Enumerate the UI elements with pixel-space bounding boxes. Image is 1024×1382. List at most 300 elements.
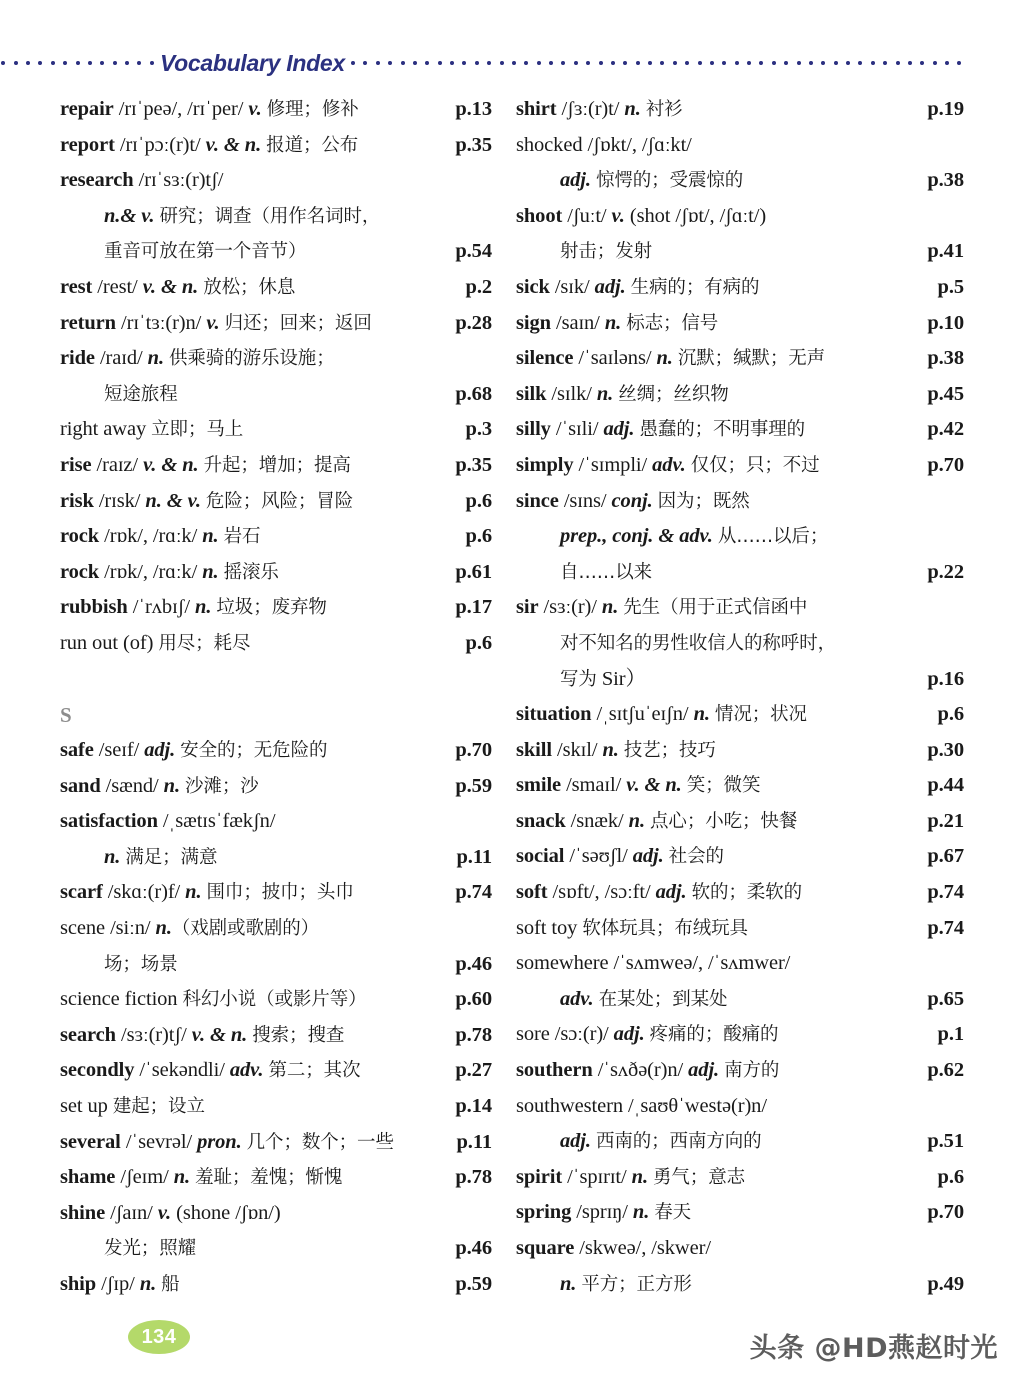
page-reference: p.6 xyxy=(937,1165,964,1188)
page-title: Vocabulary Index xyxy=(160,49,345,76)
entry-text: silence /ˈsaɪləns/ n. 沉默；缄默；无声 xyxy=(516,347,826,370)
headword: secondly xyxy=(60,1059,135,1082)
headword: safe xyxy=(60,739,94,762)
vocabulary-entry xyxy=(60,1160,492,1196)
header-dot xyxy=(401,61,405,65)
vocabulary-entry xyxy=(516,92,964,128)
entry-text: rock /rɒk/, /rɑːk/ n. 摇滚乐 xyxy=(60,560,279,583)
entry-continuation-line xyxy=(516,1124,964,1160)
headword: rock xyxy=(60,560,100,583)
header-dot xyxy=(797,61,801,65)
vocabulary-entry xyxy=(516,199,964,235)
header-dot xyxy=(747,61,751,65)
page-reference: p.19 xyxy=(927,98,964,120)
header-dot xyxy=(660,61,664,65)
entry-text: n. 满足；满意 xyxy=(104,845,218,868)
headword: southern xyxy=(516,1059,593,1082)
entry-text: square /skweə/, /skwer/ xyxy=(516,1237,711,1259)
right-column xyxy=(516,92,964,1302)
header-dot xyxy=(450,61,454,65)
header-dot xyxy=(113,61,117,65)
vocabulary-entry xyxy=(516,448,964,484)
header-dot xyxy=(685,61,689,65)
vocabulary-entry xyxy=(516,128,964,164)
entry-text: sand /sænd/ n. 沙滩；沙 xyxy=(60,774,259,797)
page-reference: p.65 xyxy=(927,987,964,1010)
entry-text: soft toy 软体玩具；布绒玩具 xyxy=(516,916,748,939)
header-dot xyxy=(26,61,30,65)
page-reference: p.74 xyxy=(455,881,492,904)
header-dot xyxy=(772,61,776,65)
entry-text: rise /raɪz/ v. & n. 升起；增加；提高 xyxy=(60,453,351,476)
page-reference: p.6 xyxy=(937,703,964,726)
headword: rest xyxy=(60,275,93,298)
entry-text: spirit /ˈspɪrɪt/ n. 勇气；意志 xyxy=(516,1165,746,1188)
header-dot xyxy=(636,61,640,65)
entry-text: 发光；照耀 xyxy=(104,1238,197,1260)
vocabulary-entry xyxy=(516,733,964,769)
page-reference: p.46 xyxy=(455,1237,492,1260)
page-reference: p.10 xyxy=(927,311,964,334)
header-dot xyxy=(933,61,937,65)
header-dot xyxy=(945,61,949,65)
entry-text: several /ˈsevrəl/ pron. 几个；数个；一些 xyxy=(60,1130,394,1153)
column-spacer xyxy=(60,662,492,680)
headword: science xyxy=(60,988,120,1011)
entry-text: n.& v. 研究；调查（用作名词时， xyxy=(104,204,381,227)
header-dot xyxy=(561,61,565,65)
header-dot xyxy=(376,61,380,65)
vocabulary-entry xyxy=(516,377,964,413)
entry-text: science fiction 科幻小说（或影片等） xyxy=(60,988,367,1011)
entry-text: ride /raɪd/ n. 供乘骑的游乐设施； xyxy=(60,347,335,370)
vocabulary-entry xyxy=(516,911,964,947)
page-reference: p.6 xyxy=(465,525,492,548)
entry-text: 短途旅程 xyxy=(104,383,178,405)
header-dot xyxy=(363,61,367,65)
entry-text: satisfaction /ˌsætɪsˈfækʃn/ xyxy=(60,810,276,833)
headword: shirt xyxy=(516,98,557,120)
headword: risk xyxy=(60,489,94,512)
vocabulary-entry xyxy=(60,484,492,520)
vocabulary-entry xyxy=(516,1195,964,1231)
vocabulary-entry xyxy=(60,1089,492,1125)
vocabulary-entry xyxy=(516,484,964,520)
headword: situation xyxy=(516,703,592,726)
entry-text: adj. 惊愕的；受震惊的 xyxy=(560,169,744,192)
page-reference: p.54 xyxy=(455,240,492,263)
header-dot xyxy=(51,61,55,65)
header-dot xyxy=(871,61,875,65)
entry-text: simply /ˈsɪmpli/ adv. 仅仅；只；不过 xyxy=(516,453,820,476)
entry-text: snack /snæk/ n. 点心；小吃；快餐 xyxy=(516,809,798,832)
vocabulary-entry xyxy=(60,875,492,911)
header-dot xyxy=(88,61,92,65)
headword: silly xyxy=(516,418,551,441)
headword: social xyxy=(516,845,565,868)
page-reference: p.6 xyxy=(465,631,492,654)
headword: rise xyxy=(60,453,92,476)
header-dot xyxy=(475,61,479,65)
entry-text: repair /rɪˈpeə/, /rɪˈper/ v. 修理；修补 xyxy=(60,98,359,120)
entry-text: somewhere /ˈsʌmweə/, /ˈsʌmwer/ xyxy=(516,952,791,975)
entry-text: silly /ˈsɪli/ adj. 愚蠢的；不明事理的 xyxy=(516,418,806,441)
headword: since xyxy=(516,489,559,512)
header-dot xyxy=(722,61,726,65)
headword: set xyxy=(60,1095,83,1118)
vocabulary-entry xyxy=(516,1160,964,1196)
page-reference: p.45 xyxy=(927,382,964,405)
header-dot xyxy=(351,61,355,65)
vocabulary-entry xyxy=(60,519,492,555)
entry-text: scene /siːn/ n.（戏剧或歌剧的） xyxy=(60,917,320,940)
section-letter-heading: S xyxy=(60,702,72,727)
header-dot xyxy=(648,61,652,65)
header-dot xyxy=(524,61,528,65)
header-dot xyxy=(896,61,900,65)
headword: soft xyxy=(516,881,548,904)
vocabulary-entry xyxy=(516,768,964,804)
headword: ship xyxy=(60,1273,97,1295)
entry-continuation-line xyxy=(516,234,964,270)
header-dot xyxy=(710,61,714,65)
vocabulary-entry xyxy=(516,697,964,733)
vocabulary-entry xyxy=(60,1053,492,1089)
entry-continuation-line xyxy=(60,1231,492,1267)
entry-text: right away 立即；马上 xyxy=(60,418,244,441)
entry-continuation-line xyxy=(60,377,492,413)
entry-text: smile /smaɪl/ v. & n. 笑；微笑 xyxy=(516,774,761,797)
header-dot xyxy=(137,61,141,65)
page-reference: p.38 xyxy=(927,347,964,370)
headword: shame xyxy=(60,1166,116,1189)
page-reference: p.27 xyxy=(455,1059,492,1082)
vocabulary-entry xyxy=(516,341,964,377)
entry-text: search /sɜː(r)tʃ/ v. & n. 搜索；搜查 xyxy=(60,1023,345,1046)
entry-text: run out (of) 用尽；耗尽 xyxy=(60,631,251,654)
page-reference: p.61 xyxy=(455,560,492,583)
entry-text: rest /rest/ v. & n. 放松；休息 xyxy=(60,275,296,298)
page-reference: p.13 xyxy=(455,98,492,120)
page-reference: p.30 xyxy=(927,738,964,761)
header-dot xyxy=(698,61,702,65)
header-dot xyxy=(425,61,429,65)
page-reference: p.14 xyxy=(455,1095,492,1118)
entry-text: return /rɪˈtɜː(r)n/ v. 归还；回来；返回 xyxy=(60,311,372,334)
header-dot xyxy=(611,61,615,65)
entry-text: 写为 Sir） xyxy=(560,667,646,690)
header-dots-left xyxy=(0,48,158,78)
headword: repair xyxy=(60,98,114,120)
page-reference: p.41 xyxy=(927,240,964,263)
page-reference: p.70 xyxy=(455,739,492,762)
headword: scarf xyxy=(60,881,103,904)
headword: report xyxy=(60,133,115,156)
page-reference: p.42 xyxy=(927,418,964,441)
vocabulary-entry xyxy=(516,412,964,448)
watermark: 头条 @HD燕赵时光 xyxy=(749,1333,998,1364)
page-reference: p.74 xyxy=(927,881,964,904)
entry-text: adv. 在某处；到某处 xyxy=(560,987,728,1010)
page-reference: p.17 xyxy=(455,596,492,619)
headword: run xyxy=(60,631,88,654)
entry-text: skill /skɪl/ n. 技艺；技巧 xyxy=(516,738,716,761)
entry-text: adj. 西南的；西南方向的 xyxy=(560,1130,762,1153)
vocabulary-entry xyxy=(60,769,492,805)
header-dot xyxy=(908,61,912,65)
header-dot xyxy=(512,61,516,65)
header-dot xyxy=(100,61,104,65)
headword: square xyxy=(516,1237,575,1259)
headword: ride xyxy=(60,347,95,370)
header-dot xyxy=(846,61,850,65)
page-reference: p.74 xyxy=(927,916,964,939)
vocabulary-entry xyxy=(60,1196,492,1232)
entry-text: shirt /ʃɜː(r)t/ n. 衬衫 xyxy=(516,98,683,120)
entry-text: shocked /ʃɒkt/, /ʃɑːkt/ xyxy=(516,133,692,156)
header-dot xyxy=(125,61,129,65)
page-reference: p.35 xyxy=(455,453,492,476)
headword: rock xyxy=(60,525,100,548)
entry-text: risk /rɪsk/ n. & v. 危险；风险；冒险 xyxy=(60,489,354,512)
headword: smile xyxy=(516,774,562,797)
header-dot xyxy=(735,61,739,65)
entry-continuation-line xyxy=(516,163,964,199)
entry-continuation-line xyxy=(516,626,964,662)
vocabulary-entry xyxy=(60,1125,492,1161)
entry-continuation-line xyxy=(516,1267,964,1303)
header-dot xyxy=(759,61,763,65)
header-dot xyxy=(809,61,813,65)
page-reference: p.6 xyxy=(465,489,492,512)
entry-text: shine /ʃaɪn/ v. (shone /ʃɒn/) xyxy=(60,1201,281,1224)
header-dots-right xyxy=(347,48,1024,78)
vocabulary-entry xyxy=(516,839,964,875)
entry-text: since /sɪns/ conj. 因为；既然 xyxy=(516,489,750,512)
headword: sign xyxy=(516,311,551,334)
vocabulary-entry xyxy=(516,946,964,982)
entry-text: sore /sɔː(r)/ adj. 疼痛的；酸痛的 xyxy=(516,1023,779,1046)
header-dot xyxy=(413,61,417,65)
header-dot xyxy=(63,61,67,65)
entry-continuation-line xyxy=(60,234,492,270)
entry-continuation-line xyxy=(60,947,492,983)
page-reference: p.2 xyxy=(465,275,492,298)
headword: skill xyxy=(516,738,552,761)
vocabulary-entry xyxy=(60,341,492,377)
headword: scene xyxy=(60,917,106,940)
header-dot xyxy=(586,61,590,65)
page-reference: p.35 xyxy=(455,133,492,156)
entry-continuation-line xyxy=(60,840,492,876)
entry-text: shame /ʃeɪm/ n. 羞耻；羞愧；惭愧 xyxy=(60,1166,343,1189)
headword: sick xyxy=(516,275,550,298)
vocabulary-entry xyxy=(516,1089,964,1125)
entry-text: silk /sɪlk/ n. 丝绸；丝织物 xyxy=(516,382,729,405)
header-dot xyxy=(784,61,788,65)
entry-text: 射击；发射 xyxy=(560,241,653,263)
left-column xyxy=(60,92,492,1303)
entry-text: 重音可放在第一个音节） xyxy=(104,241,307,263)
headword: spring xyxy=(516,1201,572,1224)
header-dot xyxy=(858,61,862,65)
headword: sand xyxy=(60,774,101,797)
entry-text: shoot /ʃuːt/ v. (shot /ʃɒt/, /ʃɑːt/) xyxy=(516,204,767,227)
page-reference: p.70 xyxy=(927,1201,964,1224)
headword: shocked xyxy=(516,133,583,156)
header-dot xyxy=(388,61,392,65)
header-dot xyxy=(549,61,553,65)
entry-text: southern /ˈsʌðə(r)n/ adj. 南方的 xyxy=(516,1059,780,1082)
entry-text: situation /ˌsɪtʃuˈeɪʃn/ n. 情况；状况 xyxy=(516,703,807,726)
vocabulary-entry xyxy=(60,982,492,1018)
header-dot xyxy=(574,61,578,65)
vocabulary-entry xyxy=(60,911,492,947)
vocabulary-entry xyxy=(60,128,492,164)
entry-text: spring /sprɪŋ/ n. 春天 xyxy=(516,1201,692,1224)
entry-continuation-line xyxy=(516,982,964,1018)
entry-text: rock /rɒk/, /rɑːk/ n. 岩石 xyxy=(60,525,261,548)
header-dot xyxy=(673,61,677,65)
headword: spirit xyxy=(516,1165,563,1188)
header-dot xyxy=(76,61,80,65)
page-header xyxy=(0,48,1024,78)
page-reference: p.11 xyxy=(456,1130,492,1153)
entry-text: sick /sɪk/ adj. 生病的；有病的 xyxy=(516,275,760,298)
entry-continuation-line xyxy=(516,519,964,555)
entry-text: research /rɪˈsɜː(r)tʃ/ xyxy=(60,169,224,192)
vocabulary-entry xyxy=(60,412,492,448)
vocabulary-entry xyxy=(516,875,964,911)
entry-text: 场；场景 xyxy=(104,953,178,975)
entry-text: 自……以来 xyxy=(560,561,653,583)
header-dot xyxy=(623,61,627,65)
vocabulary-entry xyxy=(60,733,492,769)
vocabulary-entry xyxy=(60,306,492,342)
entry-text: scarf /skɑː(r)f/ n. 围巾；披巾；头巾 xyxy=(60,881,354,904)
headword: shoot xyxy=(516,204,563,227)
page-reference: p.67 xyxy=(927,845,964,868)
vocabulary-entry xyxy=(60,804,492,840)
entry-text: rubbish /ˈrʌbɪʃ/ n. 垃圾；废弃物 xyxy=(60,596,327,619)
header-dot xyxy=(500,61,504,65)
page-reference: p.44 xyxy=(927,774,964,797)
entry-continuation-line xyxy=(516,555,964,591)
page-reference: p.5 xyxy=(937,275,964,298)
vocabulary-entry xyxy=(60,163,492,199)
vocabulary-entry xyxy=(60,555,492,591)
headword: southwestern xyxy=(516,1094,623,1117)
entry-text: sir /sɜː(r)/ n. 先生（用于正式信函中 xyxy=(516,596,808,619)
entry-continuation-line xyxy=(60,199,492,235)
headword: simply xyxy=(516,453,574,476)
entry-text: ship /ʃɪp/ n. 船 xyxy=(60,1273,180,1295)
entry-text: social /ˈsəʊʃl/ adj. 社会的 xyxy=(516,845,724,868)
headword: soft xyxy=(516,916,547,939)
page-reference: p.3 xyxy=(465,418,492,441)
entry-text: safe /seɪf/ adj. 安全的；无危险的 xyxy=(60,739,328,762)
headword: satisfaction xyxy=(60,810,158,833)
vocabulary-entry xyxy=(60,1018,492,1054)
headword: shine xyxy=(60,1201,106,1224)
page-reference: p.21 xyxy=(927,809,964,832)
page-reference: p.59 xyxy=(455,774,492,797)
header-dot xyxy=(487,61,491,65)
vocabulary-entry xyxy=(60,590,492,626)
headword: snack xyxy=(516,809,566,832)
headword: research xyxy=(60,169,134,192)
page-reference: p.46 xyxy=(455,952,492,975)
headword: somewhere xyxy=(516,952,609,975)
page-reference: p.22 xyxy=(927,560,964,583)
page-reference: p.11 xyxy=(456,845,492,868)
headword: silence xyxy=(516,347,574,370)
entry-text: prep., conj. & adv. 从……以后； xyxy=(560,525,829,548)
vocabulary-entry xyxy=(60,1267,492,1303)
page-reference: p.59 xyxy=(455,1273,492,1295)
header-dot xyxy=(834,61,838,65)
vocabulary-entry xyxy=(60,448,492,484)
vocabulary-entry xyxy=(60,92,492,128)
page-reference: p.78 xyxy=(455,1166,492,1189)
page-reference: p.49 xyxy=(927,1272,964,1295)
page-reference: p.38 xyxy=(927,169,964,192)
entry-text: report /rɪˈpɔː(r)t/ v. & n. 报道；公布 xyxy=(60,133,359,156)
header-dot xyxy=(957,61,961,65)
headword: several xyxy=(60,1130,121,1153)
vocabulary-entry xyxy=(516,1017,964,1053)
header-dot xyxy=(438,61,442,65)
headword: right xyxy=(60,418,99,441)
entry-continuation-line xyxy=(516,662,964,698)
vocabulary-entry xyxy=(516,1231,964,1267)
headword: sore xyxy=(516,1023,550,1046)
header-dot xyxy=(150,61,154,65)
entry-text: 对不知名的男性收信人的称呼时， xyxy=(560,632,837,654)
page-reference: p.1 xyxy=(937,1023,964,1046)
vocabulary-entry xyxy=(60,270,492,306)
vocabulary-entry xyxy=(516,306,964,342)
page-reference: p.70 xyxy=(927,453,964,476)
entry-text: soft /sɒft/, /sɔːft/ adj. 软的；柔软的 xyxy=(516,881,802,904)
page-reference: p.68 xyxy=(455,382,492,405)
entry-text: n. 平方；正方形 xyxy=(560,1272,692,1295)
headword: silk xyxy=(516,382,547,405)
page-reference: p.16 xyxy=(927,667,964,690)
entry-text: sign /saɪn/ n. 标志；信号 xyxy=(516,311,719,334)
vocabulary-entry xyxy=(516,1053,964,1089)
headword: sir xyxy=(516,596,539,619)
entry-text: set up 建起；设立 xyxy=(60,1095,205,1118)
vocabulary-entry xyxy=(516,590,964,626)
header-dot xyxy=(14,61,18,65)
header-dot xyxy=(38,61,42,65)
page-reference: p.78 xyxy=(455,1023,492,1046)
header-dot xyxy=(920,61,924,65)
header-dot xyxy=(1,61,5,65)
page-reference: p.28 xyxy=(455,311,492,334)
page-number-badge: 134 xyxy=(128,1320,190,1354)
header-dot xyxy=(599,61,603,65)
headword: search xyxy=(60,1023,116,1046)
headword: return xyxy=(60,311,116,334)
entry-text: southwestern /ˌsaʊθˈwestə(r)n/ xyxy=(516,1094,767,1117)
vocabulary-entry xyxy=(516,804,964,840)
header-dot xyxy=(821,61,825,65)
entry-text: secondly /ˈsekəndli/ adv. 第二；其次 xyxy=(60,1059,361,1082)
headword: rubbish xyxy=(60,596,128,619)
vocabulary-entry xyxy=(516,270,964,306)
